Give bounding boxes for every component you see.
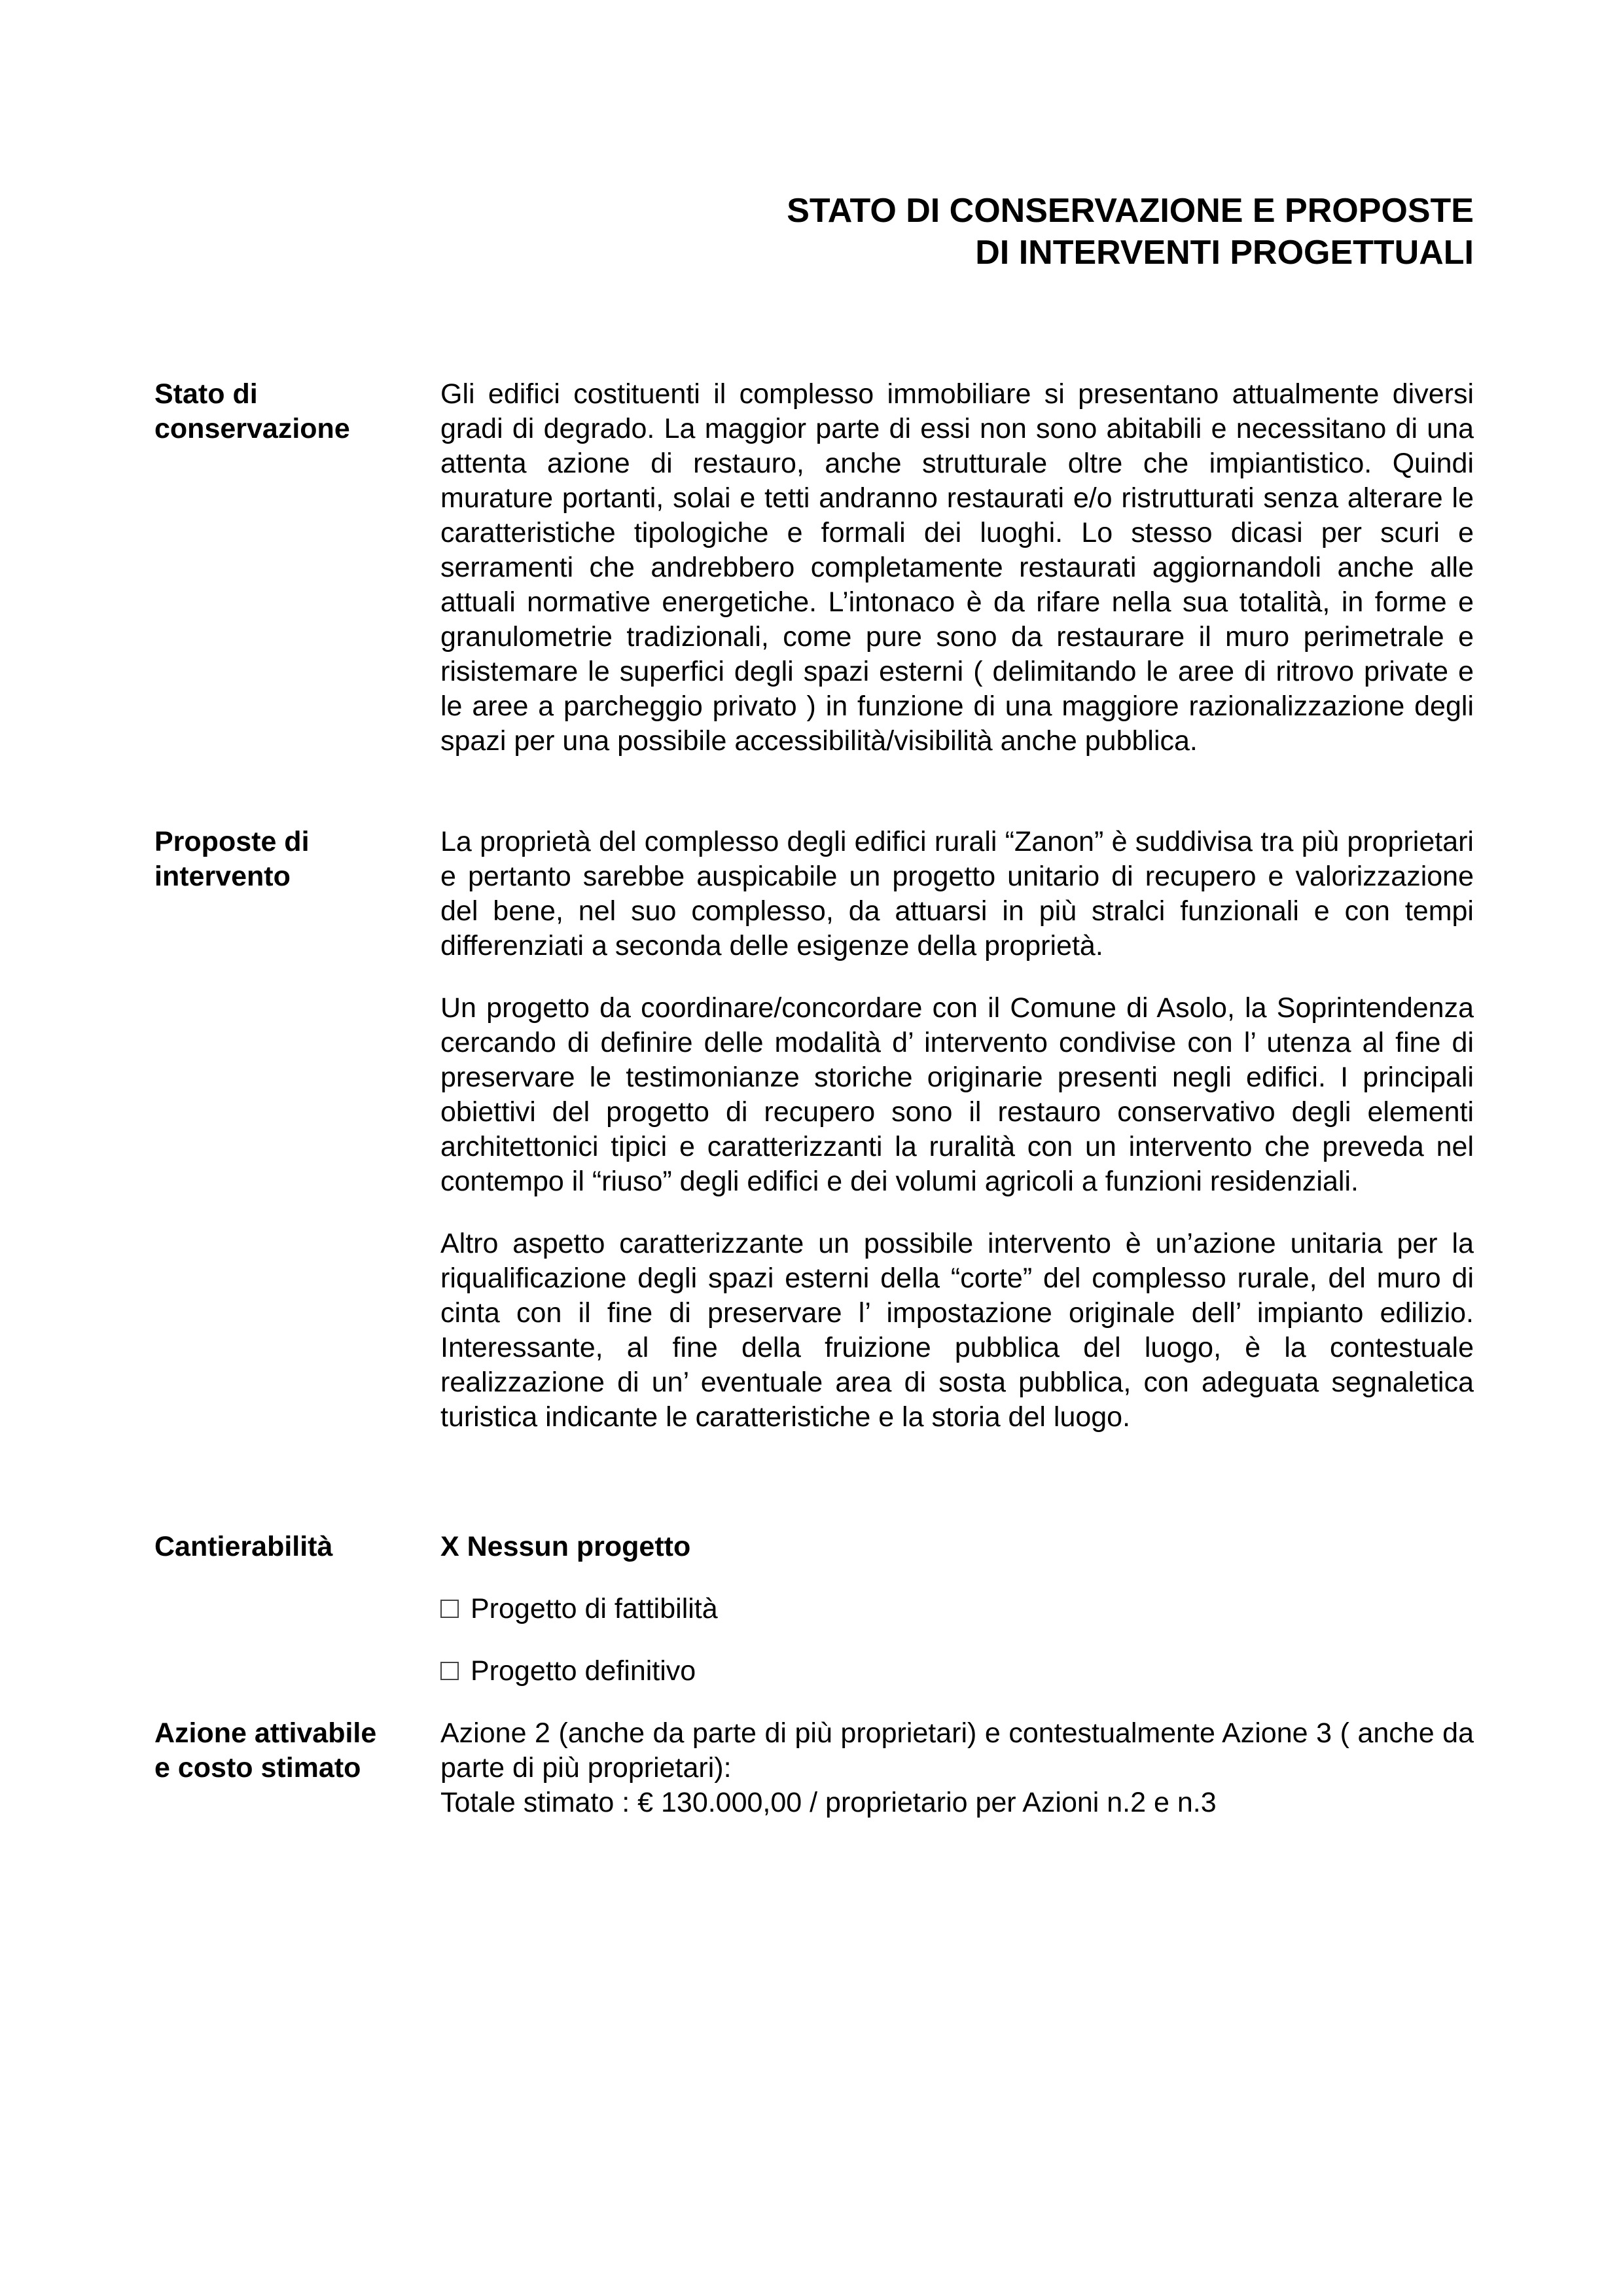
option-label: Progetto di fattibilità <box>471 1593 718 1624</box>
section-content <box>440 377 1474 759</box>
page-title-line-2: DI INTERVENTI PROGETTUALI <box>975 234 1474 272</box>
label-line: Stato di <box>154 378 258 410</box>
option-progetto-fattibilita <box>440 1592 1474 1626</box>
checkbox-icon <box>440 1600 459 1618</box>
azione-total: Totale stimato : € 130.000,00 / proprietario per Azioni n.2 e n.3 <box>440 1787 1217 1818</box>
label-line: Cantierabilità <box>154 1531 333 1562</box>
section-label <box>154 1716 416 1785</box>
section-label <box>154 377 416 446</box>
label-line: conservazione <box>154 413 350 444</box>
option-nessun-progetto <box>440 1530 1474 1564</box>
option-progetto-definitivo <box>440 1654 1474 1689</box>
label-line: e costo stimato <box>154 1752 361 1784</box>
section-content <box>440 1530 1474 1689</box>
label-line: intervento <box>154 861 291 892</box>
proposte-paragraph-3: Altro aspetto caratterizzante un possibile intervento è un’azione unitaria per la riqualificazione degli spazi esterni della “corte” del complesso rurale, del muro di cinta con il fine di preservare l’ impostazione originale dell’ impianto edilizio. Interessante, al fine della fruizione pubblica del luogo, è la contestuale realizzazione di un’ eventuale area di sosta pubblica, con adeguata segnaletica turistica indicante le caratteristiche e la storia del luogo. <box>440 1228 1474 1433</box>
proposte-paragraph-2: Un progetto da coordinare/concordare con il Comune di Asolo, la Soprintendenza cercando di definire delle modalità d’ intervento condivise con l’ utenza al fine di preservare le testimonianze storiche originarie presenti negli edifici. I principali obiettivi del progetto di recupero sono il restauro conservativo degli elementi architettonici tipici e caratterizzanti la ruralità con un intervento che preveda nel contempo il “riuso” degli edifici e dei volumi agricoli a funzioni residenziali. <box>440 992 1474 1197</box>
option-label: Progetto definitivo <box>471 1655 696 1687</box>
page-title-line-1: STATO DI CONSERVAZIONE E PROPOSTE <box>787 192 1474 230</box>
label-line: Azione attivabile <box>154 1717 377 1749</box>
section-content <box>440 1716 1474 1820</box>
checkbox-icon <box>440 1662 459 1680</box>
page-title <box>558 190 1474 274</box>
section-content <box>440 825 1474 1435</box>
stato-paragraph: Gli edifici costituenti il complesso immobiliare si presentano attualmente diversi gradi di degrado. La maggior parte di essi non sono abitabili e necessitano di una attenta azione di restauro, anche strutturale oltre che impiantistico. Quindi murature portanti, solai e tetti andranno restaurati e/o ristrutturati senza alterare le caratteristiche tipologiche e formali dei luoghi. Lo stesso dicasi per scuri e serramenti che andrebbero completamente restaurati aggiornandoli anche alle attuali normative energetiche. L’intonaco è da rifare nella sua totalità, in forme e granulometrie tradizionali, come pure sono da restaurare il muro perimetrale e risistemare le superfici degli spazi esterni ( delimitando le aree di ritrovo private e le aree a parcheggio privato ) in funzione di una maggiore razionalizzazione degli spazi per una possibile accessibilità/visibilità anche pubblica. <box>440 378 1474 757</box>
proposte-paragraph-1: La proprietà del complesso degli edifici rurali “Zanon” è suddivisa tra più proprietari e pertanto sarebbe auspicabile un progetto unitario di recupero e valorizzazione del bene, nel suo complesso, da attuarsi in più stralci funzionali e con tempi differenziati a seconda delle esigenze della proprietà. <box>440 826 1474 961</box>
section-label <box>154 1530 416 1564</box>
option-label: X Nessun progetto <box>440 1531 691 1562</box>
label-line: Proposte di <box>154 826 310 857</box>
section-label <box>154 825 416 894</box>
azione-paragraph: Azione 2 (anche da parte di più proprietari) e contestualmente Azione 3 ( anche da parte di più proprietari): <box>440 1717 1474 1784</box>
